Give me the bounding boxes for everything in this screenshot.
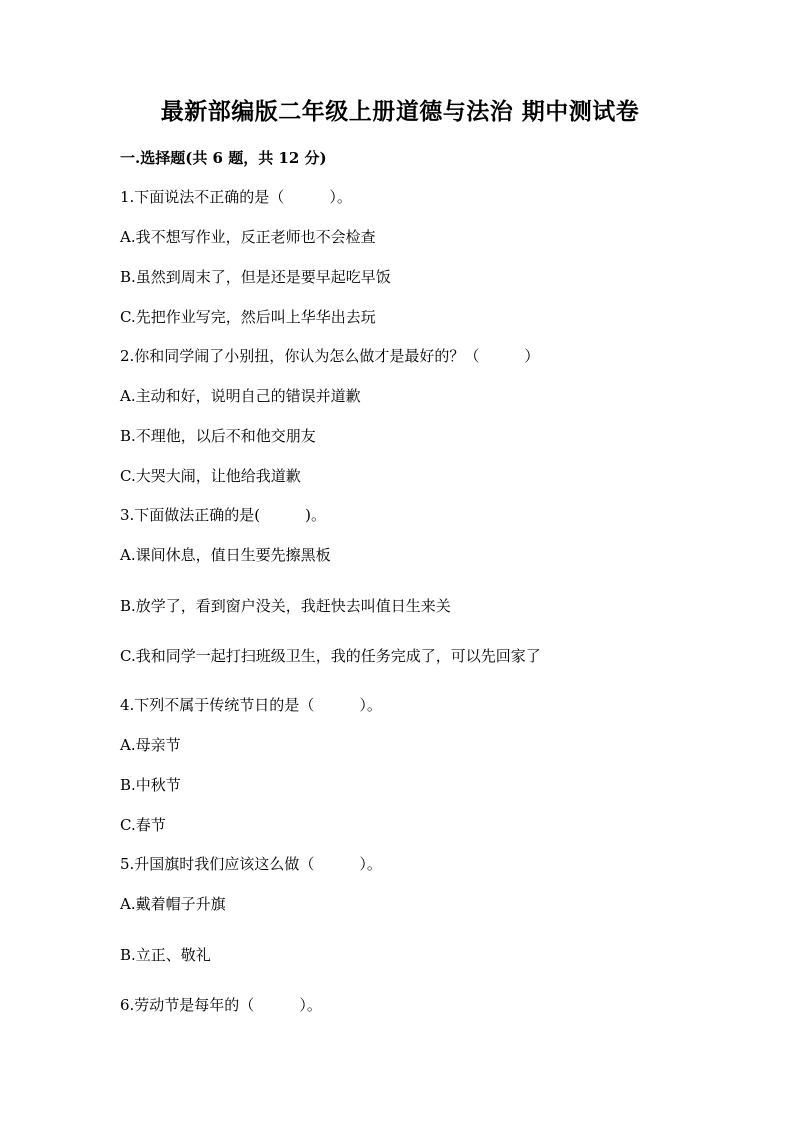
question-4-option-b: B.中秋节 [120,776,181,794]
question-1-option-c: C.先把作业写完，然后叫上华华出去玩 [120,308,376,326]
question-1-stem: 1.下面说法不正确的是（ ）。 [120,188,352,206]
question-5-option-b: B.立正、敬礼 [120,946,211,964]
question-4-option-a: A.母亲节 [120,736,181,754]
section-heading: 一.选择题(共 6 题，共 12 分) [120,149,327,167]
exam-title: 最新部编版二年级上册道德与法治 期中测试卷 [160,98,640,125]
question-2-option-a: A.主动和好，说明自己的错误并道歉 [120,387,361,405]
question-2-option-b: B.不理他，以后不和他交朋友 [120,427,316,445]
question-3-option-b: B.放学了，看到窗户没关，我赶快去叫值日生来关 [120,597,451,615]
question-3-stem: 3.下面做法正确的是( )。 [120,506,327,524]
question-1-option-a: A.我不想写作业，反正老师也不会检查 [120,228,376,246]
question-3-option-a: A.课间休息，值日生要先擦黑板 [120,546,331,564]
question-5-stem: 5.升国旗时我们应该这么做（ ）。 [120,855,382,873]
question-5-option-a: A.戴着帽子升旗 [120,895,226,913]
question-3-option-c: C.我和同学一起打扫班级卫生，我的任务完成了，可以先回家了 [120,647,541,665]
question-1-option-b: B.虽然到周末了，但是还是要早起吃早饭 [120,268,391,286]
question-4-stem: 4.下列不属于传统节日的是（ ）。 [120,696,382,714]
question-2-stem: 2.你和同学闹了小别扭，你认为怎么做才是最好的？（ ） [120,347,540,365]
question-2-option-c: C.大哭大闹，让他给我道歉 [120,467,301,485]
question-4-option-c: C.春节 [120,816,166,834]
question-6-stem: 6.劳动节是每年的（ ）。 [120,996,322,1014]
